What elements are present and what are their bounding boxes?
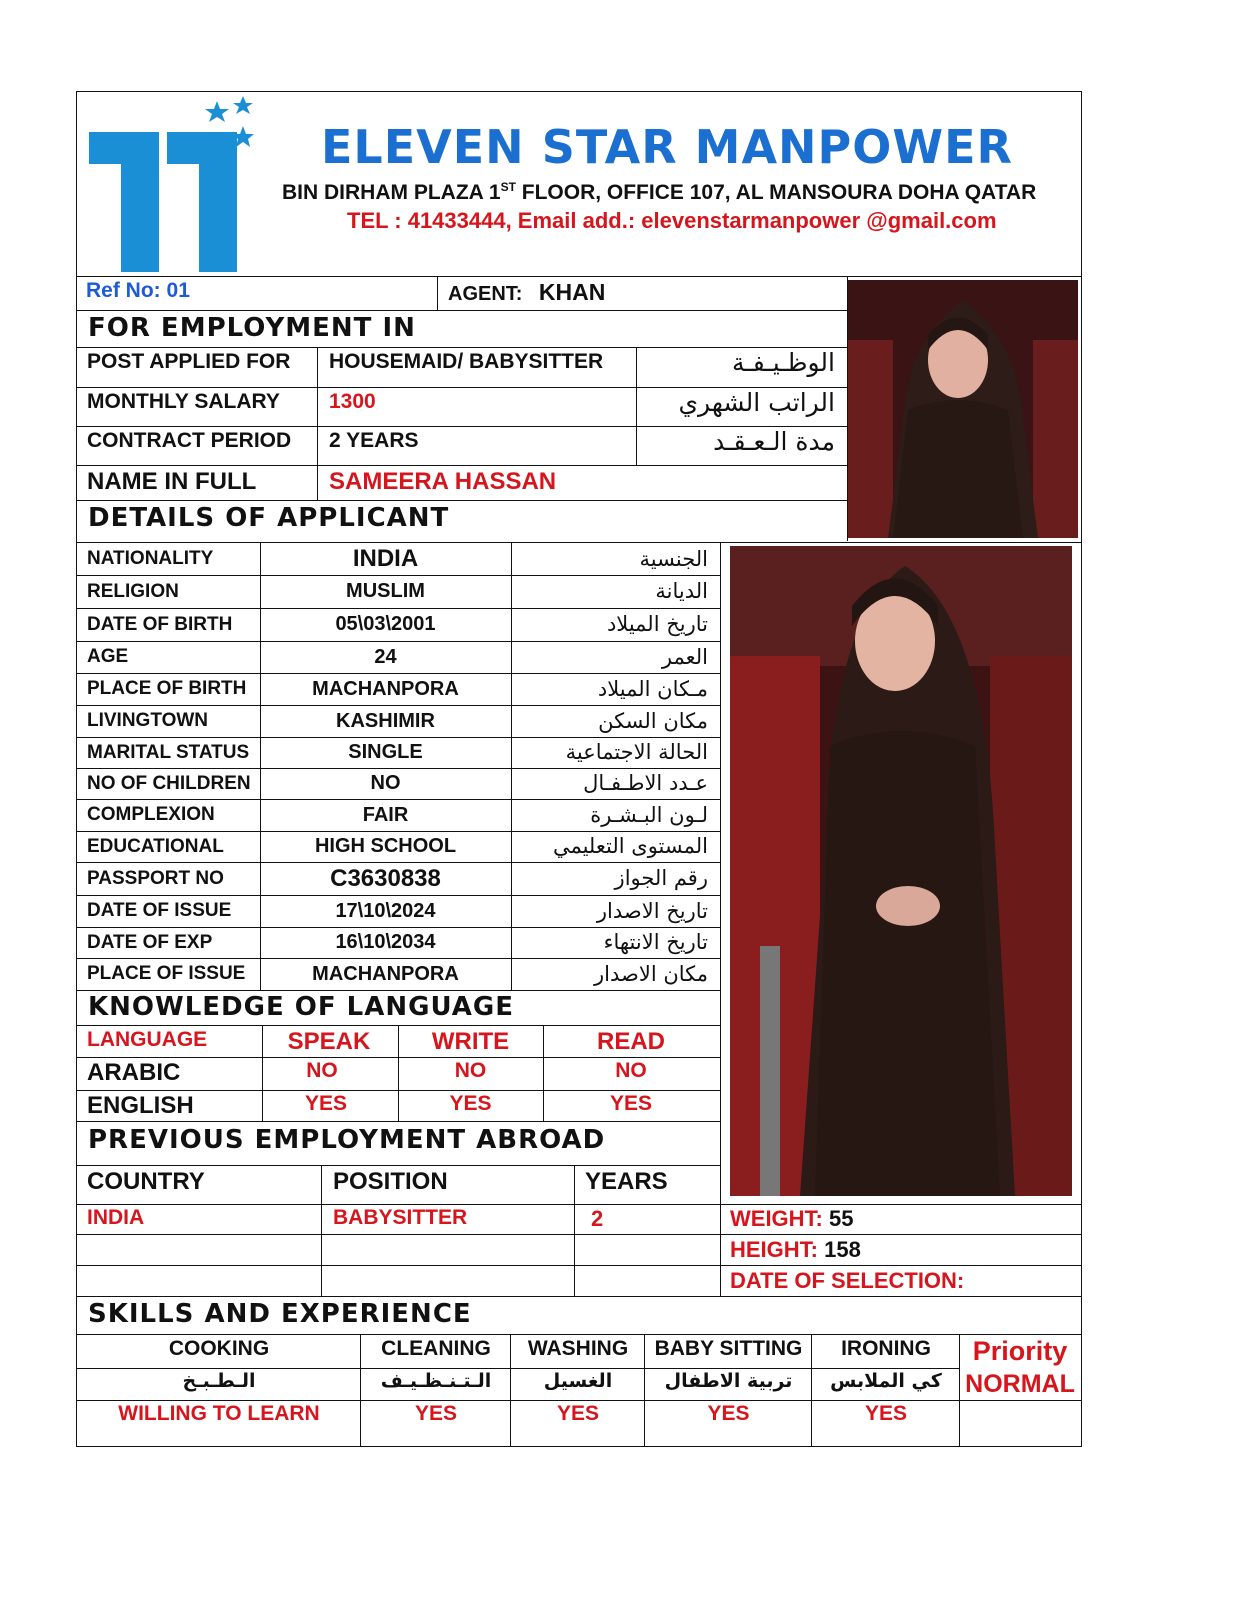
- skill-name: WASHING: [527, 1337, 629, 1360]
- detail-ar: الجنسية: [639, 547, 708, 571]
- detail-value: INDIA: [352, 546, 419, 572]
- skill-value: YES: [864, 1402, 908, 1425]
- language-header-language: LANGUAGE: [87, 1028, 208, 1051]
- detail-label: COMPLEXION: [87, 804, 215, 825]
- detail-label: DATE OF ISSUE: [87, 900, 232, 921]
- language-header-read: READ: [596, 1028, 665, 1055]
- detail-label: RELIGION: [87, 581, 179, 602]
- detail-value: MUSLIM: [346, 580, 425, 602]
- english-speak: YES: [304, 1092, 348, 1115]
- detail-value: C3630838: [330, 865, 441, 892]
- detail-ar: العمر: [661, 645, 708, 669]
- detail-ar: لـون البـشـرة: [590, 803, 708, 827]
- detail-ar: مكان الاصدار: [594, 962, 708, 986]
- detail-ar: مكان السكن: [598, 709, 708, 733]
- previous-title: PREVIOUS EMPLOYMENT ABROAD: [88, 1125, 606, 1155]
- weight-value: 55: [829, 1206, 854, 1231]
- previous-header-position: POSITION: [333, 1168, 448, 1195]
- detail-value: 16\10\2034: [335, 931, 436, 953]
- height-label: HEIGHT:: [730, 1237, 818, 1262]
- agent: [440, 279, 840, 309]
- skill-name-ar: الـطـبـخ: [182, 1370, 256, 1392]
- height-value: 158: [824, 1237, 861, 1262]
- detail-ar: الحالة الاجتماعية: [565, 740, 708, 764]
- detail-value: 05\03\2001: [335, 613, 436, 635]
- detail-value: NO: [370, 772, 401, 794]
- address-pre: BIN DIRHAM PLAZA 1: [282, 181, 501, 204]
- detail-label: PLACE OF ISSUE: [87, 963, 246, 984]
- previous-header-country: COUNTRY: [87, 1168, 205, 1195]
- detail-value: 24: [374, 646, 397, 668]
- detail-ar: تاريخ الاصدار: [596, 899, 708, 923]
- height: [730, 1237, 1070, 1265]
- previous-header-years: YEARS: [585, 1168, 668, 1195]
- previous-country-1: INDIA: [87, 1206, 145, 1229]
- detail-label: MARITAL STATUS: [87, 742, 250, 763]
- agent-label: AGENT:: [448, 283, 523, 305]
- detail-label: EDUCATIONAL: [87, 836, 224, 857]
- contract-period-label: CONTRACT PERIOD: [87, 429, 292, 452]
- detail-label: AGE: [87, 646, 129, 667]
- applicant-photo-large: [730, 546, 1072, 1196]
- skill-name-ar: الـتـنـظـيـف: [380, 1370, 492, 1392]
- detail-label: NO OF CHILDREN: [87, 773, 251, 794]
- weight: [730, 1206, 1070, 1234]
- weight-label: WEIGHT:: [730, 1206, 823, 1231]
- english-write: YES: [449, 1092, 492, 1115]
- arabic-read: NO: [615, 1059, 647, 1082]
- contract-period-value: 2 YEARS: [329, 429, 419, 452]
- company-contact: TEL : 41433444, Email add.: elevenstarmanpower @gmail.com: [347, 208, 997, 233]
- arabic-speak: NO: [306, 1059, 338, 1082]
- detail-ar: مـكان الميلاد: [597, 677, 708, 701]
- skill-value: YES: [556, 1402, 600, 1425]
- detail-label: DATE OF BIRTH: [87, 614, 233, 635]
- company-address: [282, 180, 1062, 210]
- priority-value: NORMAL: [965, 1370, 1075, 1398]
- language-header-write: WRITE: [431, 1028, 510, 1055]
- detail-ar: الديانة: [655, 579, 708, 603]
- detail-value: SINGLE: [348, 741, 423, 763]
- detail-ar: تاريخ الميلاد: [606, 612, 708, 636]
- language-english: ENGLISH: [87, 1092, 194, 1119]
- language-header-speak: SPEAK: [287, 1028, 371, 1055]
- detail-ar: رقم الجواز: [614, 866, 708, 890]
- skill-name-ar: الغسيل: [543, 1370, 613, 1392]
- agent-value: KHAN: [538, 279, 606, 305]
- post-applied-label: POST APPLIED FOR: [87, 350, 291, 373]
- english-read: YES: [609, 1092, 653, 1115]
- priority-label: Priority: [972, 1336, 1068, 1366]
- employment-title: FOR EMPLOYMENT IN: [88, 313, 416, 343]
- previous-position-1: BABYSITTER: [333, 1206, 468, 1229]
- company-name: ELEVEN STAR MANPOWER: [321, 120, 1013, 174]
- detail-label: PASSPORT NO: [87, 868, 224, 889]
- monthly-salary-label: MONTHLY SALARY: [87, 390, 280, 413]
- contract-period-ar: مدة الـعـقـد: [713, 427, 835, 456]
- post-applied-ar: الوظـيـفـة: [732, 348, 835, 377]
- post-applied-value: HOUSEMAID/ BABYSITTER: [329, 350, 604, 373]
- arabic-write: NO: [454, 1059, 487, 1082]
- detail-ar: عـدد الاطـفـال: [583, 771, 708, 795]
- address-sup: ST: [500, 180, 516, 194]
- skills-title: SKILLS AND EXPERIENCE: [88, 1299, 472, 1329]
- skill-name-ar: تربية الاطفال: [664, 1370, 793, 1392]
- address-post: FLOOR, OFFICE 107, AL MANSOURA DOHA QATAR: [515, 181, 1037, 204]
- previous-years-1: 2: [591, 1206, 604, 1231]
- detail-label: NATIONALITY: [87, 548, 214, 569]
- language-title: KNOWLEDGE OF LANGUAGE: [88, 992, 514, 1022]
- detail-label: LIVINGTOWN: [87, 710, 209, 731]
- skill-name: IRONING: [841, 1337, 931, 1360]
- skill-value: WILLING TO LEARN: [118, 1402, 320, 1425]
- detail-label: PLACE OF BIRTH: [87, 678, 247, 699]
- detail-value: FAIR: [362, 804, 409, 826]
- detail-ar: تاريخ الانتهاء: [603, 930, 708, 954]
- ref-value: 01: [166, 279, 190, 302]
- monthly-salary-ar: الراتب الشهري: [678, 388, 835, 417]
- name-in-full-label: NAME IN FULL: [87, 468, 257, 495]
- applicant-photo-small: [848, 280, 1078, 538]
- logo-eleven-icon: [85, 94, 275, 274]
- skill-value: YES: [707, 1402, 750, 1425]
- language-arabic: ARABIC: [87, 1059, 181, 1086]
- detail-value: KASHIMIR: [336, 710, 435, 732]
- skill-value: YES: [414, 1402, 458, 1425]
- date-of-selection-label: DATE OF SELECTION:: [730, 1268, 965, 1293]
- skill-name-ar: كي الملابس: [830, 1370, 942, 1392]
- detail-value: MACHANPORA: [312, 678, 459, 700]
- monthly-salary-value: 1300: [329, 390, 376, 413]
- detail-ar: المستوى التعليمي: [552, 834, 708, 858]
- skill-name: CLEANING: [381, 1337, 491, 1360]
- skill-name: COOKING: [168, 1337, 270, 1360]
- details-title: DETAILS OF APPLICANT: [88, 503, 450, 533]
- detail-value: HIGH SCHOOL: [314, 835, 457, 857]
- ref-label: Ref No:: [86, 279, 161, 302]
- skill-name: BABY SITTING: [654, 1337, 803, 1360]
- name-in-full-value: SAMEERA HASSAN: [329, 468, 557, 495]
- detail-label: DATE OF EXP: [87, 932, 213, 953]
- header: [77, 92, 1081, 276]
- ref-no: [78, 279, 436, 309]
- detail-value: 17\10\2024: [335, 900, 436, 922]
- detail-value: MACHANPORA: [312, 963, 459, 985]
